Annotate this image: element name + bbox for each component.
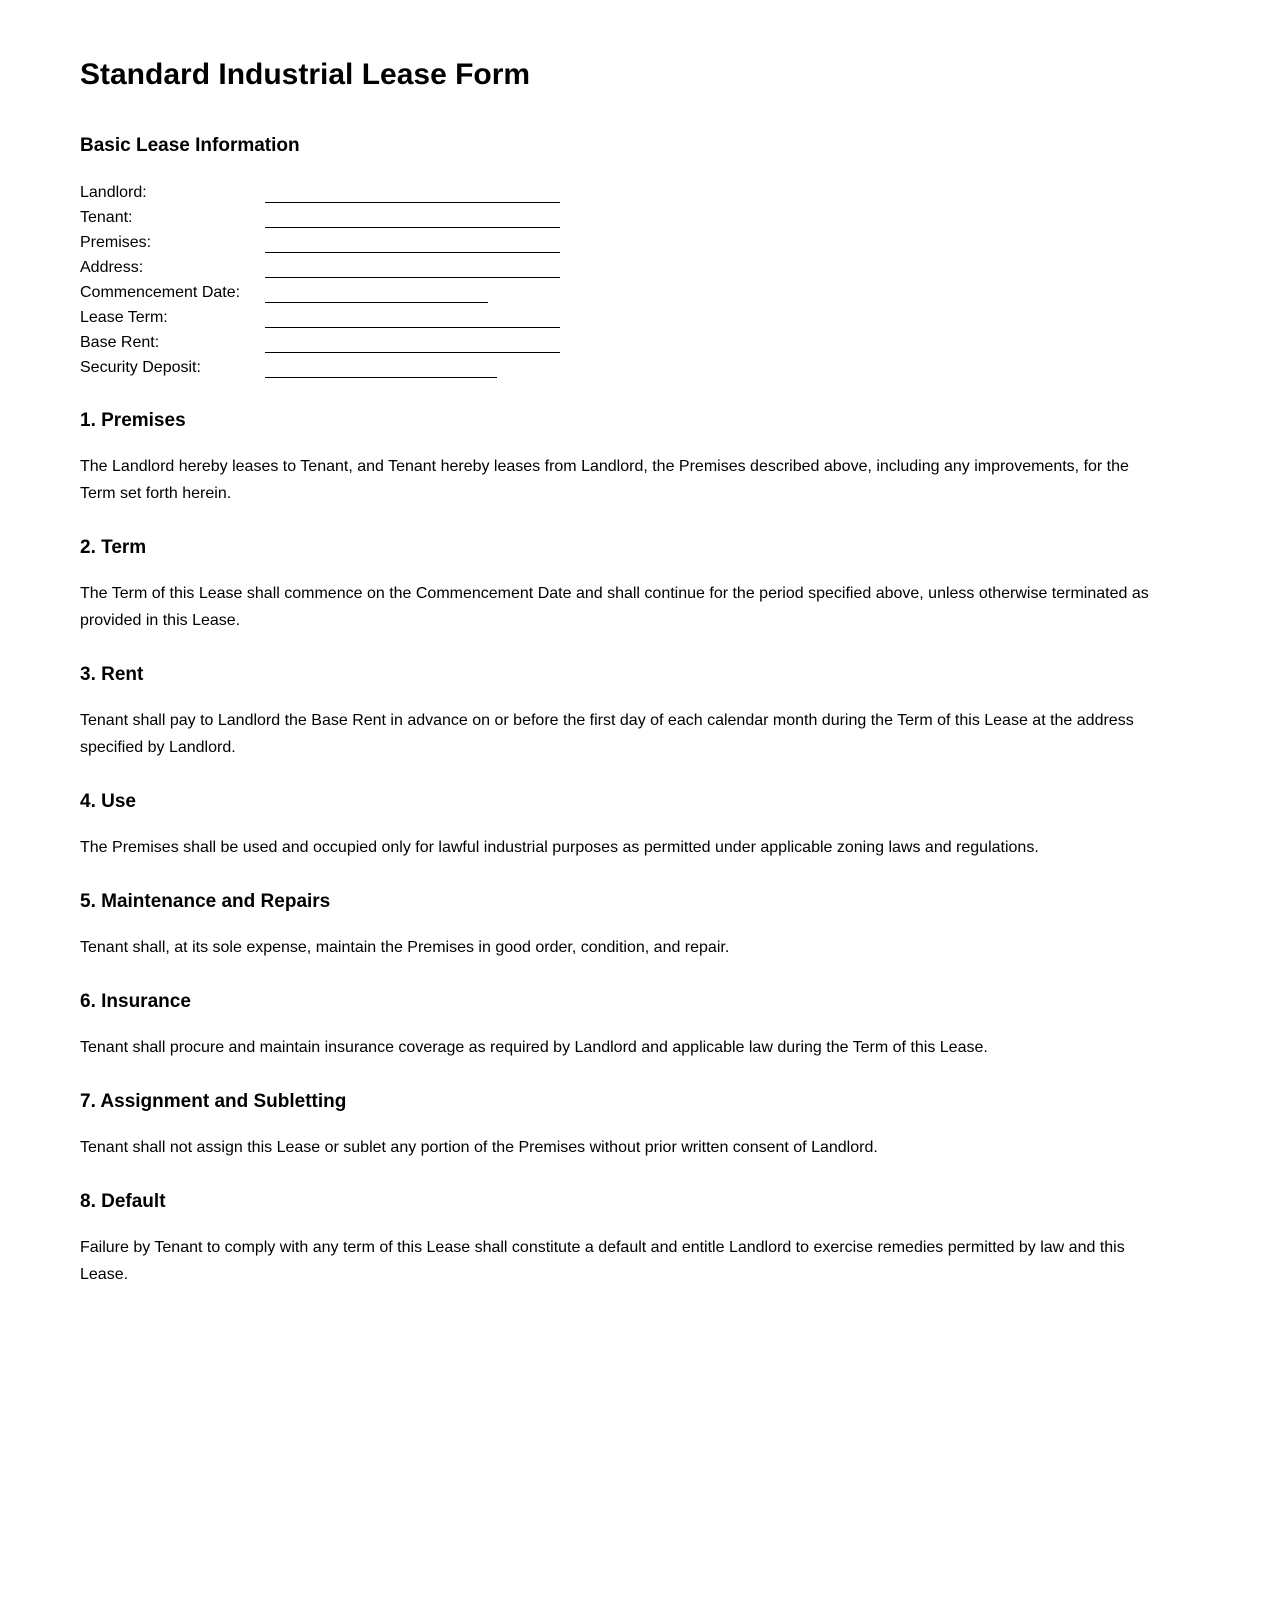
lease-sections	[80, 410, 1150, 1288]
lease-section	[80, 537, 1150, 634]
section-heading: 6. Insurance	[80, 991, 191, 1012]
field-label: Lease Term:	[80, 309, 168, 326]
field-label: Premises:	[80, 234, 152, 251]
section-heading: 1. Premises	[80, 410, 186, 431]
field-label: Address:	[80, 259, 144, 276]
field-row	[80, 330, 1150, 355]
field-label: Base Rent:	[80, 334, 160, 351]
field-row	[80, 255, 1150, 280]
section-paragraph: The Term of this Lease shall commence on the Commencement Date and shall continue for the period specified above, unless otherwise terminated as provided in this Lease.	[80, 585, 1149, 629]
field-blank-line	[265, 280, 488, 303]
lease-section	[80, 991, 1150, 1061]
field-row	[80, 305, 1150, 330]
section-paragraph: The Landlord hereby leases to Tenant, and Tenant hereby leases from Landlord, the Premises described above, including any improvements, for the Term set forth herein.	[80, 458, 1129, 502]
field-label: Commencement Date:	[80, 284, 241, 301]
field-row	[80, 280, 1150, 305]
section-paragraph: Tenant shall pay to Landlord the Base Rent in advance on or before the first day of each calendar month during the Term of this Lease at the address specified by Landlord.	[80, 712, 1134, 756]
basic-lease-information-heading: Basic Lease Information	[80, 135, 300, 156]
field-row	[80, 205, 1150, 230]
field-row	[80, 355, 1150, 380]
lease-section	[80, 791, 1150, 861]
section-paragraph: Tenant shall procure and maintain insurance coverage as required by Landlord and applicable law during the Term of this Lease.	[80, 1039, 988, 1056]
field-blank-line	[265, 305, 560, 328]
section-heading: 2. Term	[80, 537, 147, 558]
section-paragraph: Tenant shall not assign this Lease or sublet any portion of the Premises without prior written consent of Landlord.	[80, 1139, 878, 1156]
lease-section	[80, 1191, 1150, 1288]
lease-fields	[80, 180, 1150, 380]
field-row	[80, 230, 1150, 255]
section-paragraph: Failure by Tenant to comply with any term of this Lease shall constitute a default and entitle Landlord to exercise remedies permitted by law and this Lease.	[80, 1239, 1125, 1283]
lease-section	[80, 891, 1150, 961]
section-heading: 3. Rent	[80, 664, 144, 685]
document-title: Standard Industrial Lease Form	[80, 58, 531, 91]
lease-section	[80, 664, 1150, 761]
section-heading: 5. Maintenance and Repairs	[80, 891, 331, 912]
section-heading: 7. Assignment and Subletting	[80, 1091, 347, 1112]
section-heading: 4. Use	[80, 791, 136, 812]
field-label: Security Deposit:	[80, 359, 201, 376]
lease-section	[80, 1091, 1150, 1161]
section-paragraph: Tenant shall, at its sole expense, maintain the Premises in good order, condition, and repair.	[80, 939, 730, 956]
section-paragraph: The Premises shall be used and occupied only for lawful industrial purposes as permitted under applicable zoning laws and regulations.	[80, 839, 1039, 856]
field-label: Landlord:	[80, 184, 147, 201]
field-blank-line	[265, 180, 560, 203]
field-blank-line	[265, 230, 560, 253]
field-blank-line	[265, 255, 560, 278]
lease-section	[80, 410, 1150, 507]
field-row	[80, 180, 1150, 205]
field-blank-line	[265, 205, 560, 228]
field-label: Tenant:	[80, 209, 133, 226]
field-blank-line	[265, 330, 560, 353]
section-heading: 8. Default	[80, 1191, 166, 1212]
field-blank-line	[265, 355, 497, 378]
